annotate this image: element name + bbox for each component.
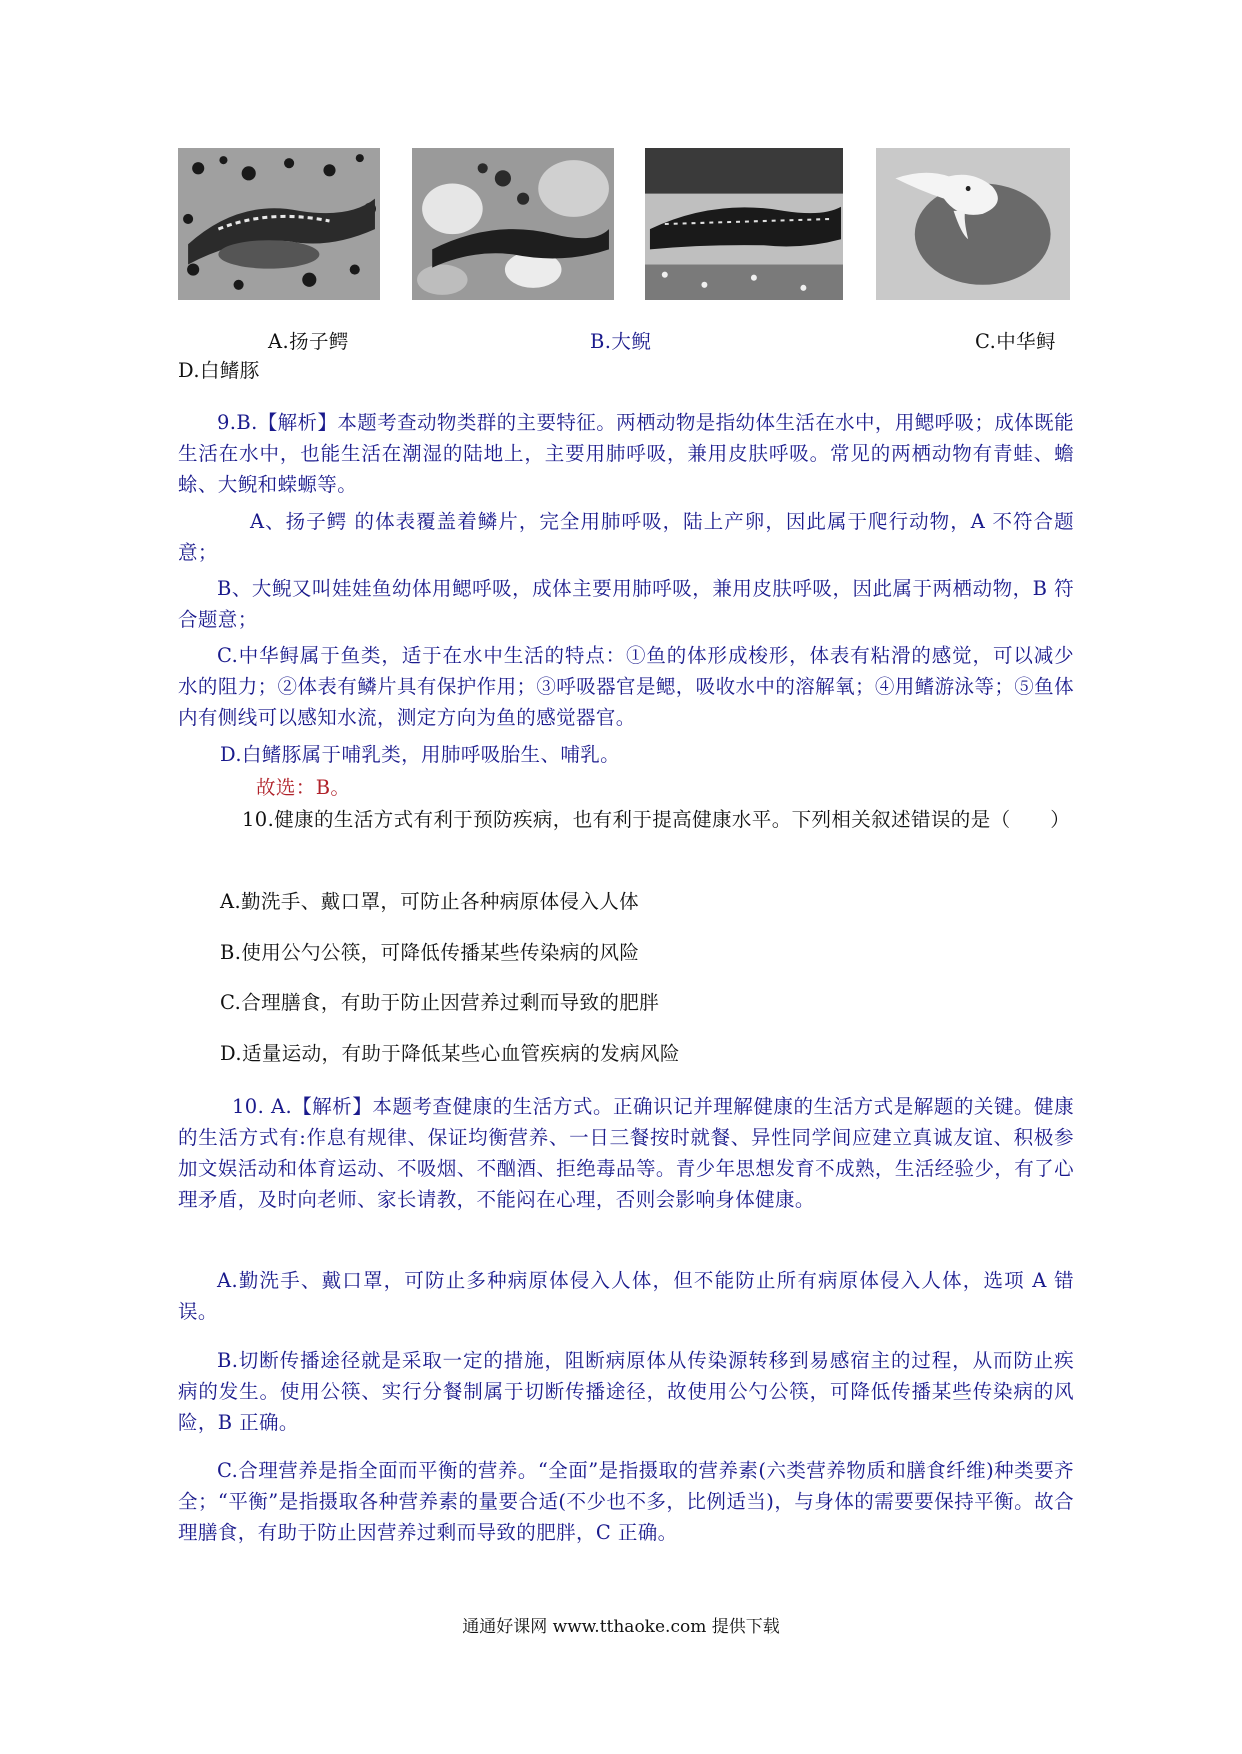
- q9-analysis-a: A、扬子鳄 的体表覆盖着鳞片，完全用肺呼吸，陆上产卵，因此属于爬行动物，A 不符合题意；: [178, 510, 1074, 564]
- q9-analysis-c: C.中华鲟属于鱼类，适于在水中生活的特点：①鱼的体形成梭形，体表有粘滑的感觉，可以减少水的阻力；②体表有鳞片具有保护作用；③呼吸器官是鳃，吸收水中的溶解氧；④用鳍游泳等；⑤鱼体内有侧线可以感知水流，测定方向为鱼的感觉器官。: [178, 644, 1074, 729]
- photo-baiji-dolphin: [876, 148, 1070, 300]
- q10-option-c: C.合理膳食，有助于防止因营养过剩而导致的肥胖: [220, 991, 660, 1014]
- photo-giant-salamander: [412, 148, 614, 300]
- q10-stem: 10.健康的生活方式有利于预防疾病，也有利于提高健康水平。下列相关叙述错误的是（ ）: [242, 808, 1071, 831]
- q9-analysis-b: B、大鲵又叫娃娃鱼幼体用鳃呼吸，成体主要用肺呼吸，兼用皮肤呼吸，因此属于两栖动物，B 符合题意；: [178, 577, 1074, 631]
- q10-option-d: D.适量运动，有助于降低某些心血管疾病的发病风险: [220, 1042, 680, 1065]
- q9-analysis-d: D.白鳍豚属于哺乳类，用肺呼吸胎生、哺乳。: [220, 743, 621, 766]
- q10-analysis-b: B.切断传播途径就是采取一定的措施，阻断病原体从传染源转移到易感宿主的过程，从而防止疾病的发生。使用公筷、实行分餐制属于切断传播途径，故使用公勺公筷，可降低传播某些传染病的风险，B 正确。: [178, 1349, 1074, 1434]
- q10-analysis-c: C.合理营养是指全面而平衡的营养。“全面”是指摄取的营养素(六类营养物质和膳食纤维)种类要齐全；“平衡”是指摄取各种营养素的量要合适(不少也不多，比例适当)，与身体的需要要保持平衡。故合理膳食，有助于防止因营养过剩而导致的肥胖，C 正确。: [178, 1459, 1074, 1544]
- q9-option-b: B.大鲵: [590, 330, 652, 353]
- q9-option-c: C.中华鲟: [975, 330, 1056, 353]
- q9-analysis-intro: 9.B.【解析】本题考查动物类群的主要特征。两栖动物是指幼体生活在水中，用鳃呼吸；成体既能生活在水中，也能生活在潮湿的陆地上，主要用肺呼吸，兼用皮肤呼吸。常见的两栖动物有青蛙、蟾蜍、大鲵和蝾螈等。: [178, 411, 1074, 496]
- q9-option-a: A.扬子鳄: [268, 330, 349, 353]
- q10-option-b: B.使用公勺公筷，可降低传播某些传染病的风险: [220, 941, 640, 964]
- q9-option-d: D.白鳍豚: [178, 359, 260, 382]
- q10-analysis-a: A.勤洗手、戴口罩，可防止多种病原体侵入人体，但不能防止所有病原体侵入人体，选项 A 错误。: [178, 1269, 1074, 1323]
- q9-answer: 故选：B。: [256, 776, 351, 799]
- photo-sturgeon: [645, 148, 843, 300]
- q10-analysis-intro: 10. A.【解析】本题考查健康的生活方式。正确识记并理解健康的生活方式是解题的关键。健康的生活方式有:作息有规律、保证均衡营养、一日三餐按时就餐、异性同学间应建立真诚友谊、积极参加文娱活动和体育运动、不吸烟、不酗酒、拒绝毒品等。青少年思想发育不成熟，生活经验少，有了心理矛盾，及时向老师、家长请教，不能闷在心理，否则会影响身体健康。: [178, 1095, 1074, 1211]
- q10-option-a: A.勤洗手、戴口罩，可防止各种病原体侵入人体: [220, 890, 640, 913]
- photo-alligator: [178, 148, 380, 300]
- page-footer: 通通好课网 www.tthaoke.com 提供下载: [462, 1617, 780, 1637]
